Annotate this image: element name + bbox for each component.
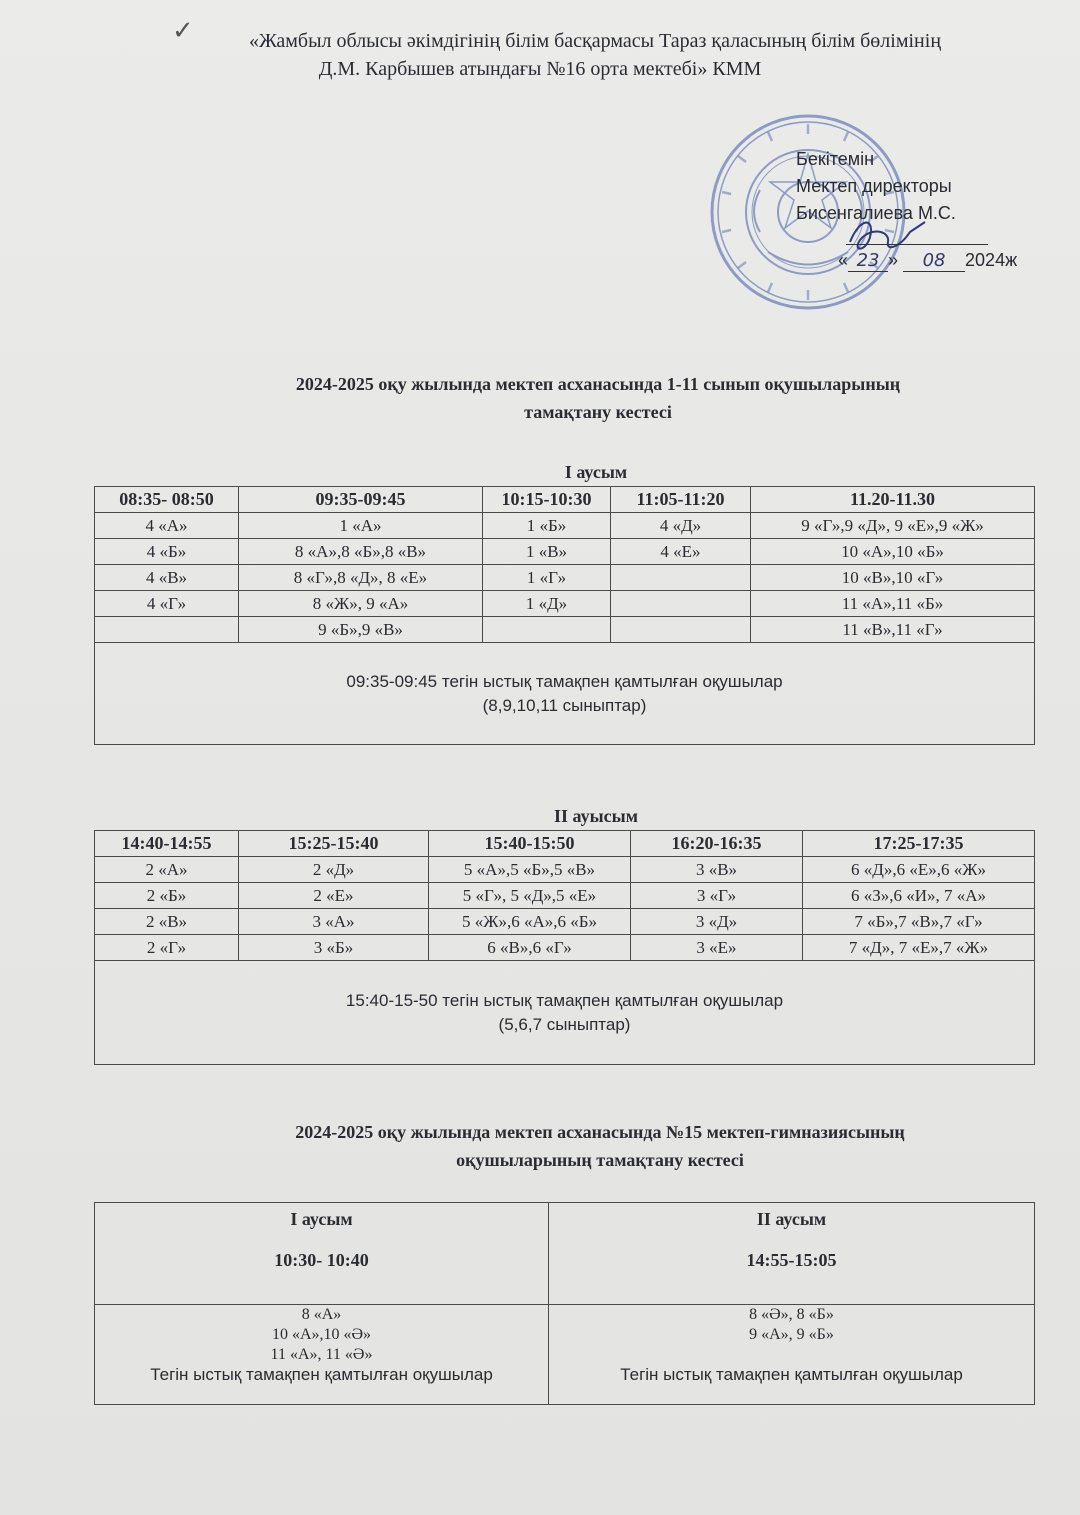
shift-1-label: I аусым [564, 462, 628, 482]
shift-2-table [94, 830, 1035, 1065]
date-month: 08 [903, 250, 965, 272]
schedule-title-2-line-1: 2024-2025 оқу жылында мектеп асханасында №15 мектеп-гимназиясының [295, 1122, 905, 1142]
class-cell: 1 «Г» [483, 565, 611, 591]
shift-2-classes [549, 1305, 1035, 1405]
class-cell: 1 «Д» [483, 591, 611, 617]
schedule-title-2 [0, 1118, 1080, 1174]
class-cell: 1 «Б» [483, 513, 611, 539]
class-cell [611, 617, 751, 643]
class-cell: 2 «А» [95, 857, 239, 883]
free-meal-note-line-2: (5,6,7 сыныптар) [498, 1014, 631, 1034]
approval-label: Бекітемін [796, 149, 875, 169]
time-header: 14:40-14:55 [95, 831, 239, 857]
class-line: 10 «А»,10 «Ә» [271, 1326, 372, 1343]
shift-1-table [94, 486, 1035, 745]
free-meal-note [95, 643, 1035, 745]
date-year: 2024ж [965, 250, 1018, 270]
table-row [95, 565, 1035, 591]
signature-line [846, 244, 988, 245]
class-cell: 4 «Д» [611, 513, 751, 539]
class-cell: 3 «Б» [239, 935, 429, 961]
date-day: 23 [848, 250, 888, 272]
class-cell: 5 «Г», 5 «Д»,5 «Е» [429, 883, 631, 909]
time-header: 10:15-10:30 [483, 487, 611, 513]
schedule-title-1-line-1: 2024-2025 оқу жылында мектеп асханасында 1-11 сынып оқушыларының [295, 374, 901, 394]
time-header: 09:35-09:45 [239, 487, 483, 513]
class-cell: 11 «А»,11 «Б» [751, 591, 1035, 617]
class-cell: 1 «А» [239, 513, 483, 539]
free-meal-note: Тегін ыстық тамақпен қамтылған оқушылар [620, 1365, 963, 1384]
table-row [95, 539, 1035, 565]
class-line: 8 «А» [301, 1306, 342, 1323]
class-cell: 2 «В» [95, 909, 239, 935]
class-cell: 3 «Г» [631, 883, 803, 909]
class-cell: 4 «Г» [95, 591, 239, 617]
shift-1-header [95, 1203, 549, 1305]
class-cell: 3 «Д» [631, 909, 803, 935]
table-row [95, 591, 1035, 617]
class-cell: 4 «А» [95, 513, 239, 539]
director-name: Бисенгалиева М.С. [796, 203, 956, 223]
time-header: 15:25-15:40 [239, 831, 429, 857]
class-line: 11 «А», 11 «Ә» [270, 1346, 373, 1363]
schedule-title-2-line-2: оқушыларының тамақтану кестесі [456, 1150, 744, 1170]
table-row [95, 1305, 1035, 1405]
table-note-row [95, 643, 1035, 745]
header-line-2: Д.М. Карбышев атындағы №16 орта мектебі» КММ [318, 58, 762, 80]
time-header: 16:20-16:35 [631, 831, 803, 857]
class-cell: 4 «Б» [95, 539, 239, 565]
class-cell: 11 «В»,11 «Г» [751, 617, 1035, 643]
time-header: 08:35- 08:50 [95, 487, 239, 513]
class-line: 9 «А», 9 «Б» [749, 1326, 834, 1343]
class-cell: 2 «Е» [239, 883, 429, 909]
class-cell: 6 «З»,6 «И», 7 «А» [803, 883, 1035, 909]
table-row [95, 909, 1035, 935]
approval-date: « 23 » 08 2024ж [838, 250, 1018, 271]
class-cell [483, 617, 611, 643]
class-cell: 6 «В»,6 «Г» [429, 935, 631, 961]
class-cell: 2 «Б» [95, 883, 239, 909]
time-header: 11.20-11.30 [751, 487, 1035, 513]
class-cell: 7 «Д», 7 «Е»,7 «Ж» [803, 935, 1035, 961]
table-header-row [95, 487, 1035, 513]
time-header: 11:05-11:20 [611, 487, 751, 513]
free-meal-note [95, 961, 1035, 1065]
shift-2-label: II ауысым [554, 806, 638, 826]
time-header: 15:40-15:50 [429, 831, 631, 857]
shift-time: 10:30- 10:40 [274, 1250, 369, 1270]
class-cell: 2 «Д» [239, 857, 429, 883]
table-row [95, 513, 1035, 539]
class-cell: 9 «Г»,9 «Д», 9 «Е»,9 «Ж» [751, 513, 1035, 539]
class-cell: 10 «А»,10 «Б» [751, 539, 1035, 565]
table-header-row [95, 1203, 1035, 1305]
shift-time: 14:55-15:05 [746, 1250, 837, 1270]
class-cell: 8 «А»,8 «Б»,8 «В» [239, 539, 483, 565]
class-cell: 10 «В»,10 «Г» [751, 565, 1035, 591]
shift-label: II аусым [756, 1209, 827, 1229]
checkmark-icon: ✓ [172, 16, 194, 46]
class-cell: 3 «Е» [631, 935, 803, 961]
table-row [95, 935, 1035, 961]
free-meal-note: Тегін ыстық тамақпен қамтылған оқушылар [150, 1365, 493, 1384]
class-cell: 2 «Г» [95, 935, 239, 961]
table-row [95, 617, 1035, 643]
shift-1-classes [95, 1305, 549, 1405]
table-row [95, 883, 1035, 909]
shift-2-header [549, 1203, 1035, 1305]
class-line: 8 «Ә», 8 «Б» [749, 1306, 834, 1323]
class-cell [611, 565, 751, 591]
director-position: Мектеп директоры [796, 176, 952, 196]
free-meal-note-line-1: 09:35-09:45 тегін ыстық тамақпен қамтылған оқушылар [346, 671, 783, 691]
class-cell: 8 «Ж», 9 «А» [239, 591, 483, 617]
time-header: 17:25-17:35 [803, 831, 1035, 857]
class-cell: 6 «Д»,6 «Е»,6 «Ж» [803, 857, 1035, 883]
class-cell: 3 «В» [631, 857, 803, 883]
class-cell: 7 «Б»,7 «В»,7 «Г» [803, 909, 1035, 935]
class-cell: 9 «Б»,9 «В» [239, 617, 483, 643]
class-cell: 3 «А» [239, 909, 429, 935]
class-cell [611, 591, 751, 617]
class-cell: 5 «Ж»,6 «А»,6 «Б» [429, 909, 631, 935]
schedule-title-1 [0, 370, 1080, 426]
table-row [95, 857, 1035, 883]
class-cell: 5 «А»,5 «Б»,5 «В» [429, 857, 631, 883]
table-note-row [95, 961, 1035, 1065]
schedule-title-1-line-2: тамақтану кестесі [524, 402, 672, 422]
table-header-row [95, 831, 1035, 857]
class-cell [95, 617, 239, 643]
class-cell: 1 «В» [483, 539, 611, 565]
free-meal-note-line-1: 15:40-15-50 тегін ыстық тамақпен қамтылған оқушылар [345, 990, 784, 1010]
free-meal-note-line-2: (8,9,10,11 сыныптар) [482, 695, 647, 715]
class-cell: 4 «Е» [611, 539, 751, 565]
gymnasium-table [94, 1202, 1035, 1405]
header-line-1: «Жамбыл облысы әкімдігінің білім басқармасы Тараз қаласының білім бөлімінің [248, 30, 942, 52]
shift-label: I аусым [290, 1209, 353, 1229]
class-cell: 8 «Г»,8 «Д», 8 «Е» [239, 565, 483, 591]
class-cell: 4 «В» [95, 565, 239, 591]
